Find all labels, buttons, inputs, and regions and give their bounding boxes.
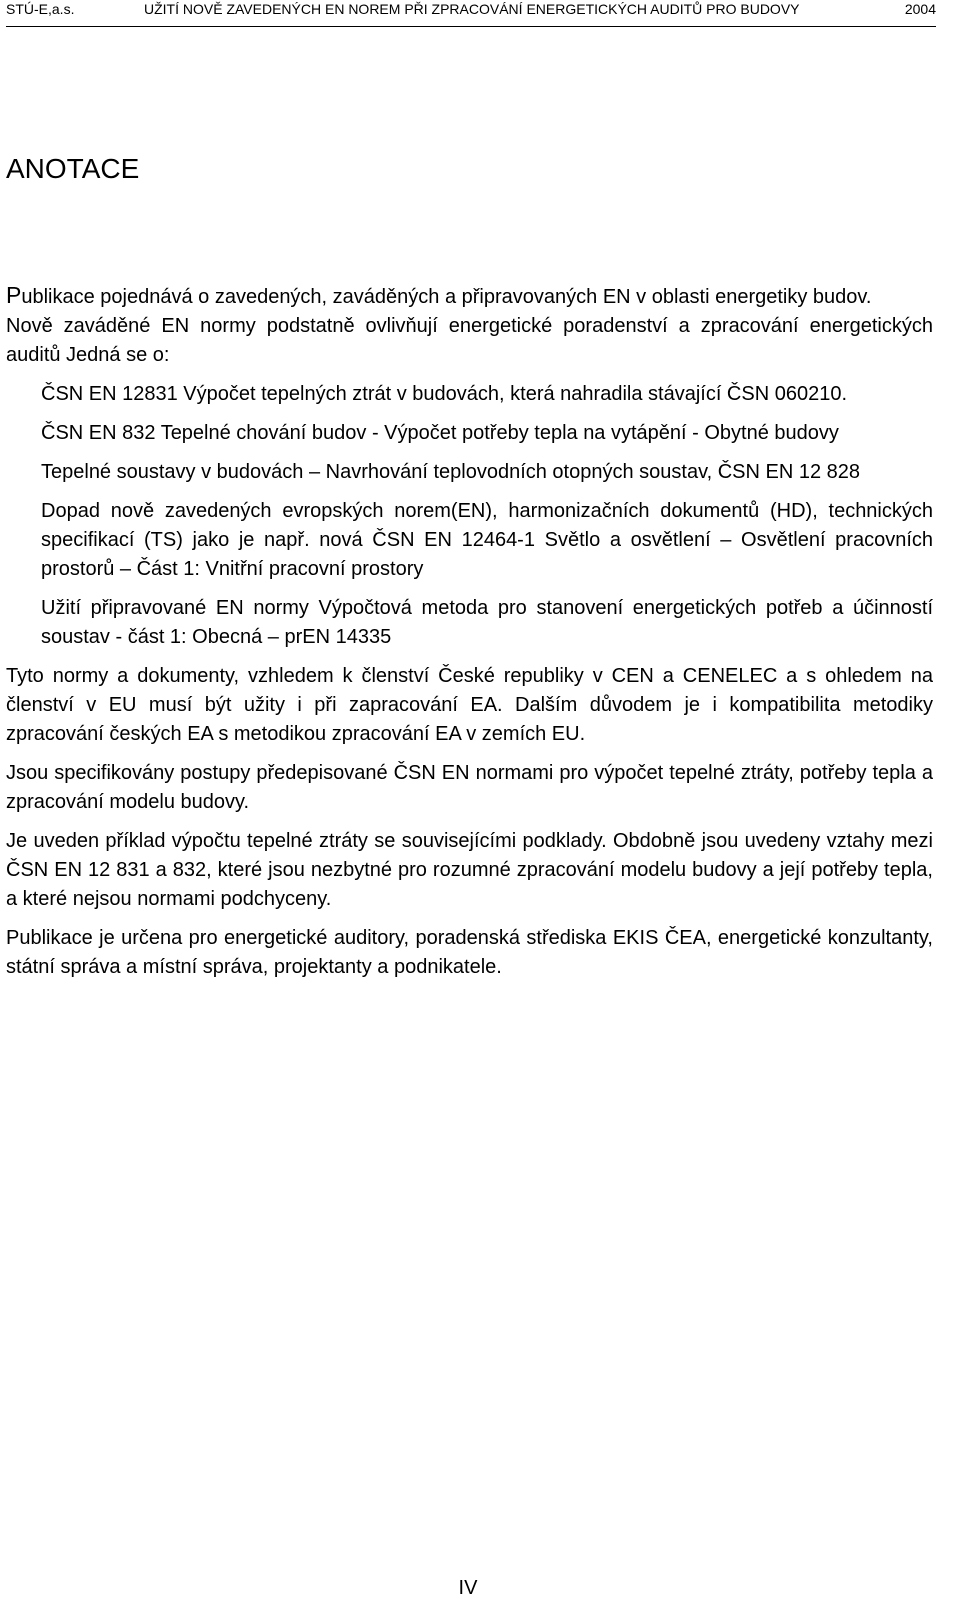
standard-item-12831: ČSN EN 12831 Výpočet tepelných ztrát v budovách, která nahradila stávající ČSN 060210. bbox=[41, 383, 848, 405]
intro-first-letter: P bbox=[6, 282, 22, 308]
page-title: ANOTACE bbox=[6, 153, 140, 184]
standard-item-14335: Užití připravované EN normy Výpočtová metoda pro stanovení energetických potřeb a účinností soustav - část 1: Obecná – prEN 14335 bbox=[41, 597, 933, 648]
annotation-body bbox=[6, 281, 933, 992]
audience-paragraph: Publikace je určena pro energetické auditory, poradenská střediska EKIS ČEA, energetické konzultanty, státní správa a místní správa, projektanty a podnikatele. bbox=[6, 927, 933, 978]
standard-item-12464: Dopad nově zavedených evropských norem(EN), harmonizačních dokumentů (HD), technických specifikací (TS) jako je např. nová ČSN EN 12464-1 Světlo a osvětlení – Osvětlení pracovních prostorů – Část 1: Vnitřní pracovní prostory bbox=[41, 500, 933, 580]
intro-paragraph bbox=[6, 281, 933, 312]
header-year: 2004 bbox=[904, 1, 936, 17]
header-document-title: UŽITÍ NOVĚ ZAVEDENÝCH EN NOREM PŘI ZPRACOVÁNÍ ENERGETICKÝCH AUDITŮ PRO BUDOVY bbox=[144, 1, 800, 17]
standard-item-832: ČSN EN 832 Tepelné chování budov - Výpočet potřeby tepla na vytápění - Obytné budovy bbox=[41, 422, 839, 444]
page-header bbox=[6, 0, 936, 27]
header-company: STÚ-E,a.s. bbox=[6, 1, 75, 17]
standard-item-12828: Tepelné soustavy v budovách – Navrhování teplovodních otopných soustav, ČSN EN 12 828 bbox=[41, 461, 861, 483]
procedures-paragraph: Jsou specifikovány postupy předepisované ČSN EN normami pro výpočet tepelné ztráty, potřeby tepla a zpracování modelu budovy. bbox=[6, 762, 933, 813]
intro-text: ublikace pojednává o zavedených, zaváděných a připravovaných EN v oblasti energetiky budov. bbox=[21, 286, 872, 308]
page-number: IV bbox=[458, 1577, 478, 1599]
cen-membership-paragraph: Tyto normy a dokumenty, vzhledem k členství České republiky v CEN a CENELEC a s ohledem na členství v EU musí být užity i při zapracování EA. Dalším důvodem je i kompatibilita metodiky zpracování českých EA s metodikou zpracování EA v zemích EU. bbox=[6, 665, 933, 745]
standards-intro-paragraph: Nově zaváděné EN normy podstatně ovlivňují energetické poradenství a zpracování energetických auditů Jedná se o: bbox=[6, 315, 933, 366]
example-paragraph: Je uveden příklad výpočtu tepelné ztráty se souvisejícími podklady. Obdobně jsou uvedeny vztahy mezi ČSN EN 12 831 a 832, které jsou nezbytné pro rozumné zpracování modelu budovy a její potřeby tepla, a které nejsou normami podchyceny. bbox=[6, 830, 933, 910]
